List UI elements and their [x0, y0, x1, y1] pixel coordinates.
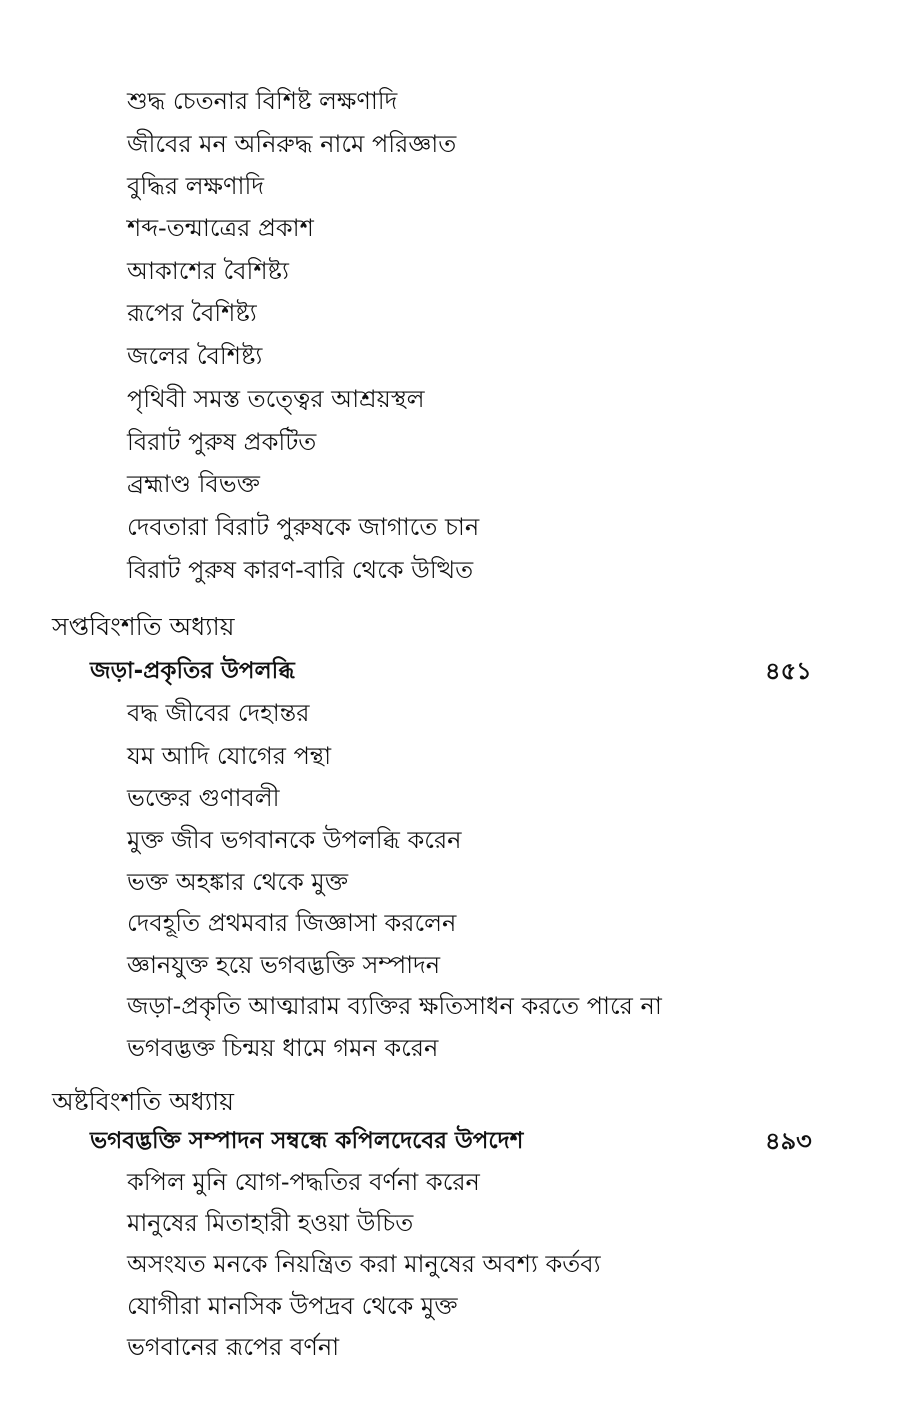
chapter-page-number: ৪৯৩ — [765, 1127, 812, 1155]
chapter-heading: সপ্তবিংশতি অধ্যায় — [52, 612, 235, 641]
toc-item: মানুষের মিতাহারী হওয়া উচিত — [127, 1209, 414, 1237]
toc-item: ভগবদ্ভক্ত চিন্ময় ধামে গমন করেন — [127, 1034, 439, 1062]
toc-item: পৃথিবী সমস্ত তত্ত্বের আশ্রয়স্থল — [127, 385, 425, 413]
toc-item: মুক্ত জীব ভগবানকে উপলব্ধি করেন — [127, 826, 462, 854]
toc-item: যম আদি যোগের পন্থা — [127, 742, 332, 770]
toc-item: দেবতারা বিরাট পুরুষকে জাগাতে চান — [127, 513, 480, 541]
chapter-title: জড়া-প্রকৃতির উপলব্ধি — [90, 658, 295, 684]
toc-item: শব্দ-তন্মাত্রের প্রকাশ — [127, 214, 314, 242]
toc-item: বিরাট পুরুষ কারণ-বারি থেকে উত্থিত — [127, 556, 474, 584]
toc-item: দেবহূতি প্রথমবার জিজ্ঞাসা করলেন — [127, 909, 457, 937]
toc-item: ব্রহ্মাণ্ড বিভক্ত — [127, 470, 260, 498]
toc-item: জ্ঞানযুক্ত হয়ে ভগবদ্ভক্তি সম্পাদন — [127, 951, 441, 979]
toc-item: বিরাট পুরুষ প্রকটিত — [127, 428, 317, 456]
toc-item: ভক্তের গুণাবলী — [127, 784, 280, 812]
toc-item: রূপের বৈশিষ্ট্য — [127, 299, 257, 327]
toc-item: জীবের মন অনিরুদ্ধ নামে পরিজ্ঞাত — [127, 130, 457, 158]
toc-item: কপিল মুনি যোগ-পদ্ধতির বর্ণনা করেন — [127, 1168, 480, 1196]
toc-item: ভগবানের রূপের বর্ণনা — [127, 1333, 340, 1361]
chapter-title: ভগবদ্ভক্তি সম্পাদন সম্বন্ধে কপিলদেবের উপদেশ — [90, 1128, 524, 1154]
toc-item: শুদ্ধ চেতনার বিশিষ্ট লক্ষণাদি — [127, 87, 398, 115]
toc-item: আকাশের বৈশিষ্ট্য — [127, 257, 289, 285]
toc-item: জড়া-প্রকৃতি আত্মারাম ব্যক্তির ক্ষতিসাধন করতে পারে না — [127, 992, 662, 1020]
toc-item: বদ্ধ জীবের দেহান্তর — [127, 699, 310, 727]
toc-item: বুদ্ধির লক্ষণাদি — [127, 172, 264, 200]
toc-item: অসংযত মনকে নিয়ন্ত্রিত করা মানুষের অবশ্য কর্তব্য — [127, 1250, 601, 1278]
toc-item: যোগীরা মানসিক উপদ্রব থেকে মুক্ত — [127, 1292, 458, 1320]
toc-item: জলের বৈশিষ্ট্য — [127, 342, 263, 370]
chapter-page-number: ৪৫১ — [765, 657, 812, 685]
toc-item: ভক্ত অহঙ্কার থেকে মুক্ত — [127, 868, 349, 896]
chapter-heading: অষ্টবিংশতি অধ্যায় — [52, 1087, 235, 1116]
